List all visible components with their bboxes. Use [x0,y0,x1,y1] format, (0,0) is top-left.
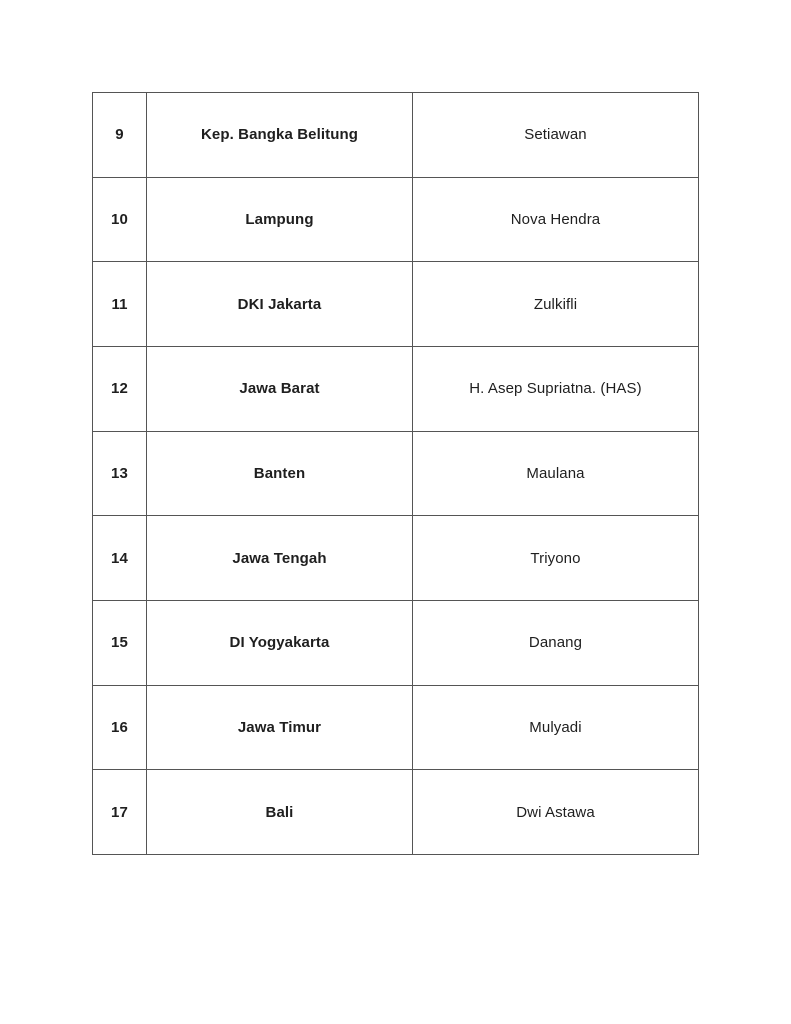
row-number-cell: 16 [93,685,147,770]
province-cell: Kep. Bangka Belitung [147,93,413,178]
row-number-cell: 11 [93,262,147,347]
table-row [93,600,699,685]
province-cell: DI Yogyakarta [147,600,413,685]
row-number-cell: 9 [93,93,147,178]
table-row [93,93,699,178]
person-name-cell: Mulyadi [413,685,699,770]
person-name-cell: Setiawan [413,93,699,178]
row-number-cell: 17 [93,770,147,855]
person-name-cell: H. Asep Supriatna. (HAS) [413,346,699,431]
person-name-cell: Nova Hendra [413,177,699,262]
table-row [93,770,699,855]
table-row [93,177,699,262]
row-number-cell: 12 [93,346,147,431]
row-number-cell: 13 [93,431,147,516]
province-cell: Jawa Timur [147,685,413,770]
person-name-cell: Dwi Astawa [413,770,699,855]
row-number-cell: 14 [93,516,147,601]
province-representatives-table [92,92,699,855]
person-name-cell: Maulana [413,431,699,516]
table-row [93,516,699,601]
province-cell: Lampung [147,177,413,262]
table-row [93,431,699,516]
person-name-cell: Danang [413,600,699,685]
table-row [93,346,699,431]
province-cell: Jawa Barat [147,346,413,431]
table-row [93,262,699,347]
person-name-cell: Triyono [413,516,699,601]
row-number-cell: 10 [93,177,147,262]
province-cell: Bali [147,770,413,855]
person-name-cell: Zulkifli [413,262,699,347]
province-cell: DKI Jakarta [147,262,413,347]
table-row [93,685,699,770]
province-cell: Jawa Tengah [147,516,413,601]
province-cell: Banten [147,431,413,516]
row-number-cell: 15 [93,600,147,685]
